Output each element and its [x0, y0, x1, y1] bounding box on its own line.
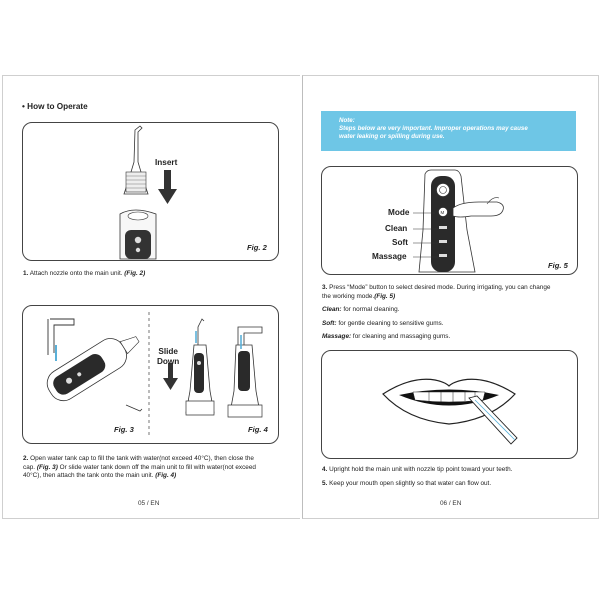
- step3-line1: Press “Mode” button to select desired mode. During irrigating, you can change: [329, 284, 551, 291]
- step4-body: Upright hold the main unit with nozzle tip point toward your teeth.: [329, 466, 513, 473]
- fig4-illustration: [150, 305, 278, 443]
- step3-num: 3.: [322, 284, 328, 291]
- mode-label: Mode: [388, 208, 410, 217]
- step5-body: Keep your mouth open slightly so that water can flow out.: [329, 480, 492, 487]
- mode-clean-name: Clean:: [322, 306, 342, 313]
- mouth-illustration: [321, 350, 577, 458]
- fig5-illustration: [321, 166, 577, 274]
- massage-label: Massage: [372, 252, 407, 261]
- note-title: Note:: [339, 117, 355, 124]
- fig3-label: Fig. 3: [114, 425, 134, 434]
- fig5-label: Fig. 5: [548, 261, 568, 270]
- step2-line2a: cap.: [23, 463, 36, 471]
- mode-clean-text: for normal cleaning.: [343, 306, 400, 313]
- section-title: [22, 102, 88, 111]
- step1-text: [23, 270, 283, 279]
- mode-soft-text: for gentle cleaning to sensitive gums.: [338, 320, 444, 327]
- soft-label: Soft: [392, 238, 408, 247]
- step2-ref-fig3: (Fig. 3): [36, 463, 58, 471]
- step3-ref: (Fig. 5): [374, 292, 396, 300]
- step2-line3a: 40°C), then attach the tank onto the main unit.: [23, 472, 154, 480]
- fig2-label: Fig. 2: [247, 243, 267, 252]
- note-line2: water leaking or spilling during use.: [339, 133, 445, 140]
- clean-label: Clean: [385, 224, 408, 233]
- fig4-label: Fig. 4: [248, 425, 268, 434]
- step1-num: 1.: [23, 270, 29, 277]
- mode-clean-desc: [322, 306, 399, 315]
- note-line1: Steps below are very important. Improper operations may cause: [339, 125, 528, 132]
- section-title-text: How to Operate: [27, 102, 88, 111]
- step5-text: [322, 480, 592, 489]
- step2-line2b: Or slide water tank down off the main unit to fill with water(not exceed: [59, 463, 256, 471]
- right-page-number: 06 / EN: [440, 500, 462, 507]
- step4-num: 4.: [322, 466, 328, 473]
- mode-massage-name: Massage:: [322, 333, 352, 340]
- step2-num: 2.: [23, 455, 29, 462]
- mode-massage-text: for cleaning and massaging gums.: [352, 333, 451, 340]
- step2-line1: Open water tank cap to fill the tank with water(not exceed 40°C), then close the: [30, 455, 254, 462]
- step2-ref-fig4: (Fig. 4): [155, 472, 177, 480]
- step1-ref: (Fig. 2): [124, 270, 146, 277]
- step1-body: Attach nozzle onto the main unit.: [29, 270, 123, 277]
- fig3-illustration: [22, 305, 152, 443]
- step3-line2: the working mode.: [322, 292, 375, 300]
- bullet-icon: •: [22, 102, 28, 111]
- fig2-insert-label: Insert: [155, 158, 178, 167]
- step5-num: 5.: [322, 480, 328, 487]
- fig4-slide-down-label: [157, 347, 179, 367]
- mode-soft-desc: [322, 320, 444, 329]
- fig2-illustration: [22, 122, 278, 260]
- svg-text:M: M: [440, 210, 445, 215]
- mode-massage-desc: [322, 333, 450, 342]
- step2-text: [23, 455, 288, 481]
- left-page-number: 05 / EN: [138, 500, 160, 507]
- step3-text: [322, 284, 592, 301]
- step4-text: [322, 466, 592, 475]
- mode-soft-name: Soft:: [322, 320, 337, 327]
- fig4-down-text: Down: [157, 357, 180, 366]
- fig4-slide-text: Slide: [158, 347, 178, 356]
- note-box: [321, 111, 576, 151]
